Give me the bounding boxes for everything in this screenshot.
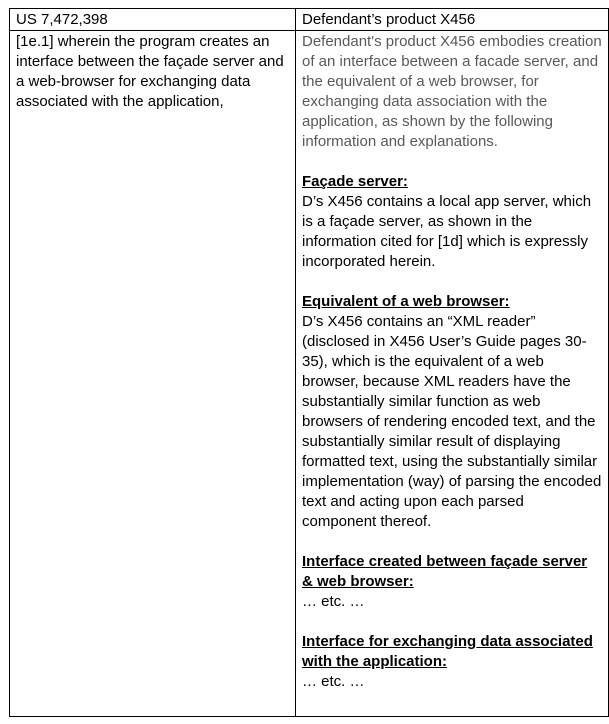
section-body: D’s X456 contains a local app server, which is a façade server, as shown in the information cited for [1d] which is expressly incorporated herein. <box>302 193 592 270</box>
claim-element-cell <box>10 31 296 717</box>
section-title: Equivalent of a web browser: <box>302 293 510 310</box>
section-web-browser-equivalent <box>302 292 602 532</box>
section-interface-exchanging-data <box>302 632 602 692</box>
section-body: … etc. … <box>302 593 365 610</box>
section-title: Interface for exchanging data associated with the application: <box>302 633 593 670</box>
product-header: Defendant’s product X456 <box>296 9 609 31</box>
section-interface-created <box>302 552 602 612</box>
section-body: D’s X456 contains an “XML reader” (disclosed in X456 User’s Guide pages 30-35), which is the equivalent of a web browser, because XML readers have the substantially similar function as web browsers of rendering encoded text, and the substantially similar result of displaying formatted text, using the substantially similar implementation (way) of parsing the encoded text and acting upon each parsed component thereof. <box>302 313 602 530</box>
section-body: … etc. … <box>302 673 365 690</box>
claim-chart-table <box>9 8 609 717</box>
infringement-analysis-cell <box>296 31 609 717</box>
section-title: Façade server: <box>302 173 408 190</box>
intro-paragraph: Defendant's product X456 embodies creation of an interface between a facade server, and the equivalent of a web browser, for exchanging data association with the application, as shown by the following information and explanations. <box>302 33 602 150</box>
patent-number-header: US 7,472,398 <box>10 9 296 31</box>
table-header-row <box>10 9 609 31</box>
section-facade-server <box>302 172 602 272</box>
section-title: Interface created between façade server & web browser: <box>302 553 588 590</box>
table-row <box>10 31 609 717</box>
claim-element-text: [1e.1] wherein the program creates an interface between the façade server and a web-browser for exchanging data associated with the application, <box>16 33 284 110</box>
